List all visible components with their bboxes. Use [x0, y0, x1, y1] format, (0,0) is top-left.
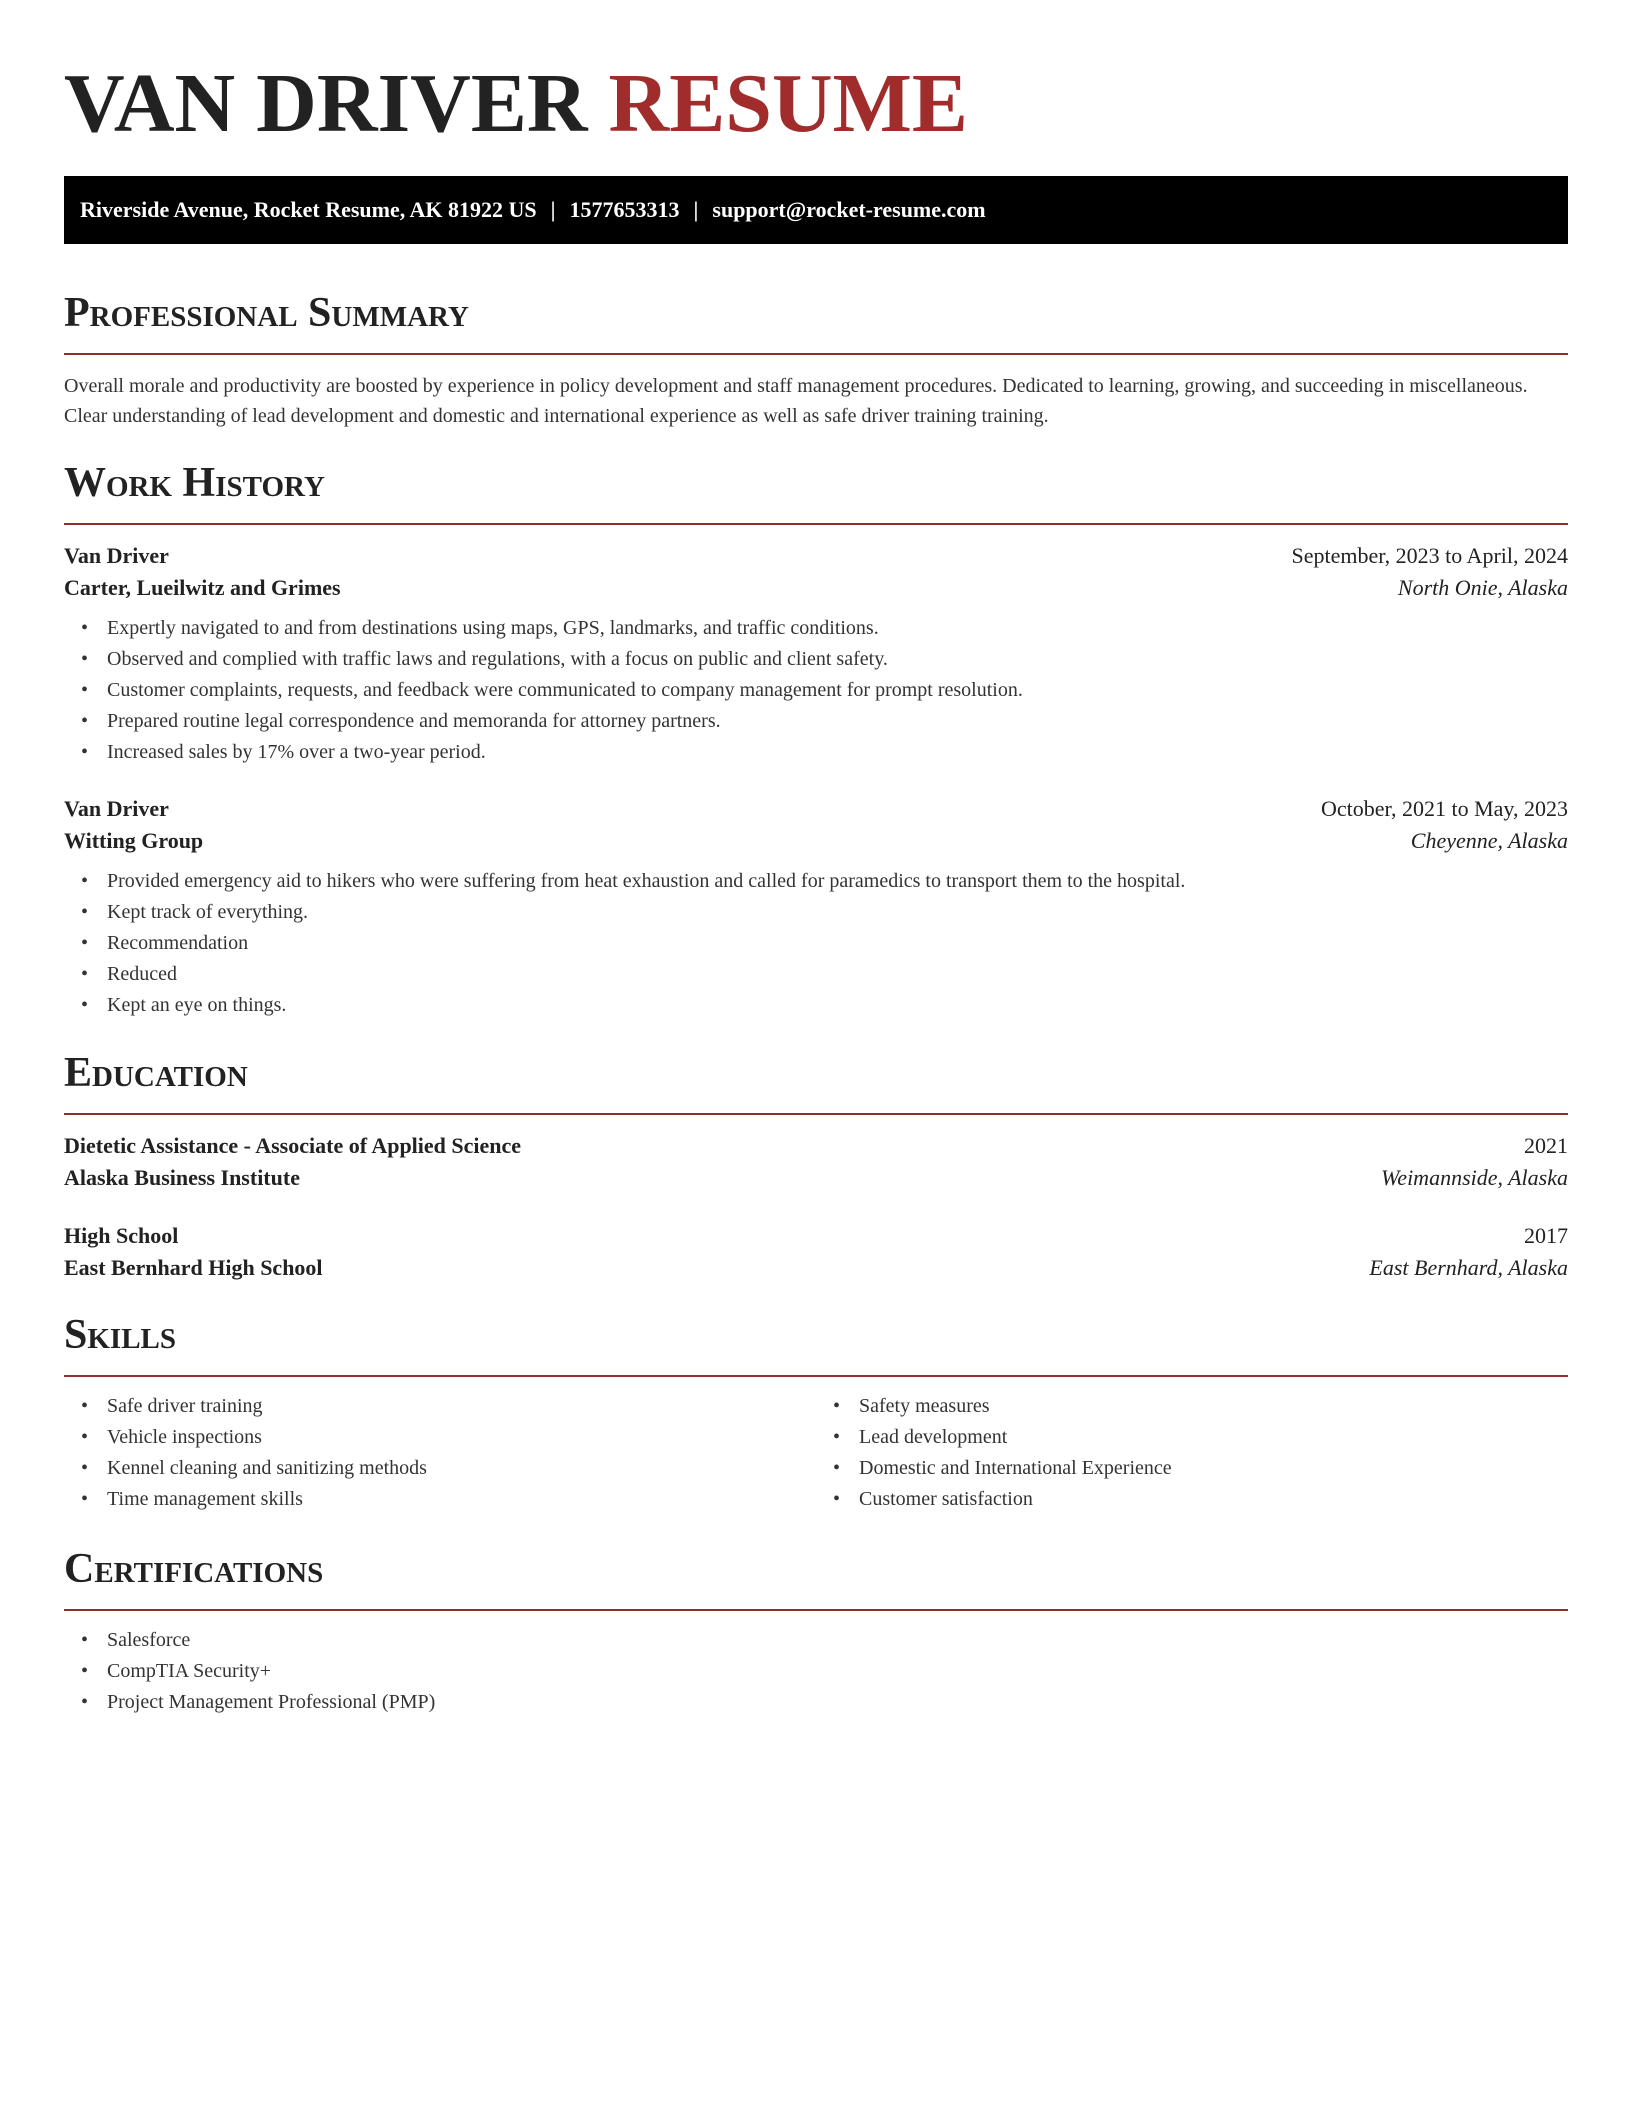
job-company-row	[64, 575, 1568, 601]
summary-section	[64, 289, 1568, 431]
section-heading-skills: Skills	[64, 1312, 177, 1358]
section-divider	[64, 1609, 1568, 1611]
education-location: East Bernhard, Alaska	[1369, 1255, 1568, 1280]
education-degree: High School	[64, 1223, 179, 1248]
education-degree: Dietetic Assistance - Associate of Applied Science	[64, 1133, 522, 1158]
list-item: • Safe driver training	[107, 1391, 816, 1422]
education-year: 2021	[1524, 1133, 1568, 1158]
education-header-row	[64, 1133, 1568, 1159]
list-item: • Domestic and International Experience	[859, 1453, 1568, 1484]
list-item: • Kept track of everything.	[107, 897, 1568, 928]
section-heading-summary: Professional Summary	[64, 290, 469, 336]
job-company: Witting Group	[64, 828, 204, 853]
job-location: Cheyenne, Alaska	[1410, 828, 1568, 853]
list-item: • Expertly navigated to and from destinations using maps, GPS, landmarks, and traffic conditions.	[107, 613, 1568, 644]
section-divider	[64, 353, 1568, 355]
education-school: Alaska Business Institute	[64, 1165, 300, 1190]
education-school: East Bernhard High School	[64, 1255, 323, 1280]
job-company-row	[64, 828, 1568, 854]
section-heading-certifications: Certifications	[64, 1546, 324, 1592]
job-dates: September, 2023 to April, 2024	[1291, 543, 1568, 568]
job-location: North Onie, Alaska	[1397, 575, 1568, 600]
education-year: 2017	[1524, 1223, 1568, 1248]
job-header-row	[64, 796, 1568, 822]
job-title: Van Driver	[64, 543, 169, 568]
job-header-row	[64, 543, 1568, 569]
section-heading-work-history: Work History	[64, 460, 325, 506]
list-item: • Reduced	[107, 959, 1568, 990]
section-divider	[64, 523, 1568, 525]
skills-section	[64, 1311, 1568, 1515]
job-entry	[64, 543, 1568, 768]
list-item: • Recommendation	[107, 928, 1568, 959]
list-item: • Salesforce	[107, 1625, 1568, 1656]
list-item: • CompTIA Security+	[107, 1656, 1568, 1687]
certifications-list	[64, 1625, 1568, 1718]
work-history-section	[64, 459, 1568, 1021]
section-divider	[64, 1375, 1568, 1377]
job-company: Carter, Lueilwitz and Grimes	[64, 575, 341, 600]
resume-title	[64, 0, 1568, 176]
contact-separator: |	[550, 197, 556, 222]
contact-bar	[64, 176, 1568, 244]
list-item: • Customer satisfaction	[859, 1484, 1568, 1515]
list-item: • Kennel cleaning and sanitizing methods	[107, 1453, 816, 1484]
job-bullets	[64, 866, 1568, 1021]
list-item: • Safety measures	[859, 1391, 1568, 1422]
list-item: • Kept an eye on things.	[107, 990, 1568, 1021]
education-location: Weimannside, Alaska	[1381, 1165, 1568, 1190]
education-section	[64, 1049, 1568, 1281]
list-item: • Vehicle inspections	[107, 1422, 816, 1453]
list-item: • Project Management Professional (PMP)	[107, 1687, 1568, 1718]
list-item: • Customer complaints, requests, and feedback were communicated to company management for prompt resolution.	[107, 675, 1568, 706]
section-divider	[64, 1113, 1568, 1115]
list-item: • Lead development	[859, 1422, 1568, 1453]
skills-grid	[64, 1391, 1568, 1515]
list-item: • Observed and complied with traffic laws and regulations, with a focus on public and client safety.	[107, 644, 1568, 675]
education-entry	[64, 1223, 1568, 1281]
education-school-row	[64, 1165, 1568, 1191]
contact-email[interactable]: support@rocket-resume.com	[712, 197, 986, 222]
contact-address: Riverside Avenue, Rocket Resume, AK 81922 US	[80, 197, 537, 222]
title-accent: RESUME	[608, 57, 968, 150]
contact-phone: 1577653313	[569, 197, 680, 222]
education-header-row	[64, 1223, 1568, 1249]
summary-text: Overall morale and productivity are boosted by experience in policy development and staff management procedures. Dedicated to learning, growing, and succeeding in miscellaneous. Clear understanding of lead development and domestic and international experience as well as safe driver training training.	[64, 375, 1528, 427]
list-item: • Time management skills	[107, 1484, 816, 1515]
job-dates: October, 2021 to May, 2023	[1321, 796, 1568, 821]
education-entry	[64, 1133, 1568, 1191]
certifications-section	[64, 1545, 1568, 1718]
list-item: • Prepared routine legal correspondence and memoranda for attorney partners.	[107, 706, 1568, 737]
title-main: VAN DRIVER	[64, 57, 588, 150]
contact-separator: |	[693, 197, 699, 222]
job-entry	[64, 796, 1568, 1021]
section-heading-education: Education	[64, 1050, 248, 1096]
skills-column-right	[816, 1391, 1568, 1515]
skills-column-left	[64, 1391, 816, 1515]
list-item: • Increased sales by 17% over a two-year period.	[107, 737, 1568, 768]
job-title: Van Driver	[64, 796, 169, 821]
list-item: • Provided emergency aid to hikers who were suffering from heat exhaustion and called for paramedics to transport them to the hospital.	[107, 866, 1568, 897]
education-school-row	[64, 1255, 1568, 1281]
job-bullets	[64, 613, 1568, 768]
